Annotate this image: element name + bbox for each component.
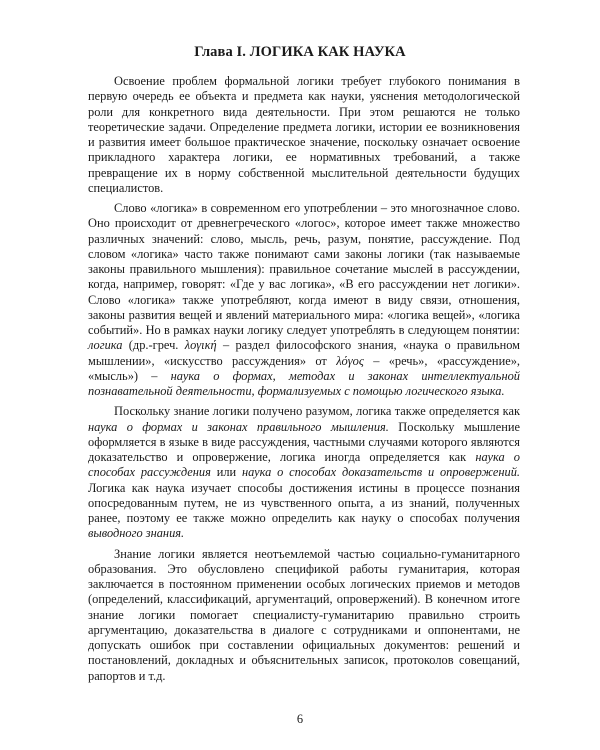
paragraph bbox=[88, 547, 520, 684]
page-number: 6 bbox=[296, 712, 304, 726]
text-run: или bbox=[210, 465, 242, 480]
paragraph bbox=[88, 201, 520, 399]
text-run: – «речь», «рассуждение», «мысль») – bbox=[88, 353, 520, 383]
chapter-title: Глава I. ЛОГИКА КАК НАУКА bbox=[194, 44, 406, 60]
italic-text-run: λογική bbox=[184, 338, 217, 353]
text-run: (др.-греч. bbox=[122, 338, 185, 353]
italic-text-run: наука о способах доказательств и опровержений. bbox=[241, 465, 520, 480]
paragraph bbox=[88, 404, 520, 541]
body-text bbox=[88, 74, 520, 684]
text-run: Поскольку знание логики получено разумом, логика также определяется как bbox=[114, 404, 520, 419]
text-run: Знание логики является неотъемлемой частью социально-гуманитарного образования. Это обусловлено спецификой работы гуманитария, которая заключается в постоянном применении особых логических приемов и методов (определений, классификаций, аргументаций, опровержений). В конечном итоге знание логики помогает специалисту-гуманитарию правильно строить аргументацию, доказательства в диалоге с сотрудниками и оппонентами, не допускать ошибок при составлении официальных документов: решений и постановлений, докладных и объяснительных записок, протоколов совещаний, рапортов и т.д. bbox=[88, 546, 520, 683]
italic-text-run: λόγος bbox=[336, 353, 364, 368]
text-run: Поскольку мышление оформляется в языке в виде рассуждения, частными случаями которого являются доказательство и опровержение, логика иногда определяется как bbox=[88, 419, 520, 464]
italic-text-run: наука о формах и законах правильного мышления. bbox=[88, 419, 389, 434]
italic-text-run: наука о способах рассуждения bbox=[88, 450, 520, 480]
paragraph bbox=[88, 74, 520, 196]
text-run: – раздел философского знания, «наука о правильном мышлении», «искусство рассуждения» от bbox=[88, 338, 521, 368]
text-run: Слово «логика» в современном его употреблении – это многозначное слово. Оно происходит от древнегреческого «логос», которое имеет также множество различных значений: слово, мысль, речь, разум, понятие, рассуждение. Под словом «логика» часто также понимают сами законы логики (так называемые законы правильного мышления): правильное сочетание мыслей в рассуждении, когда, например, говорят: «Где у вас логика», «В его рассуждении нет логики». Слово «логика» также употребляют, когда имеют в виду связи, отношения, законы развития вещей и явлений материального мира: «логика вещей», «логика событий». Но в рамках науки логику следует употреблять в следующем понятии: bbox=[88, 201, 520, 337]
text-run: Освоение проблем формальной логики требует глубокого понимания в первую очередь ее объекта и предмета как науки, уяснения методологической роли для конкретного вида деятельности. При этом решаются не только теоретические задачи. Определение предмета логики, истории ее возникновения и развития имеет большое практическое значение, поскольку означает освоение прикладного характера логики, ее нормативных требований, а также превращение их в норму собственной мыслительной деятельности будущих специалистов. bbox=[88, 74, 520, 195]
italic-text-run: выводного знания. bbox=[88, 526, 185, 541]
italic-text-run: наука о формах, методах и законах интеллектуальной познавательной деятельности, формализуемых с помощью логического языка. bbox=[88, 368, 520, 398]
italic-text-run: логика bbox=[88, 338, 123, 353]
text-run: Логика как наука изучает способы достижения истины в процессе познания опосредованным путем, не из чувственного опыта, а из знаний, полученных ранее, поэтому ее также можно определить как науку о способах получения bbox=[88, 480, 520, 525]
